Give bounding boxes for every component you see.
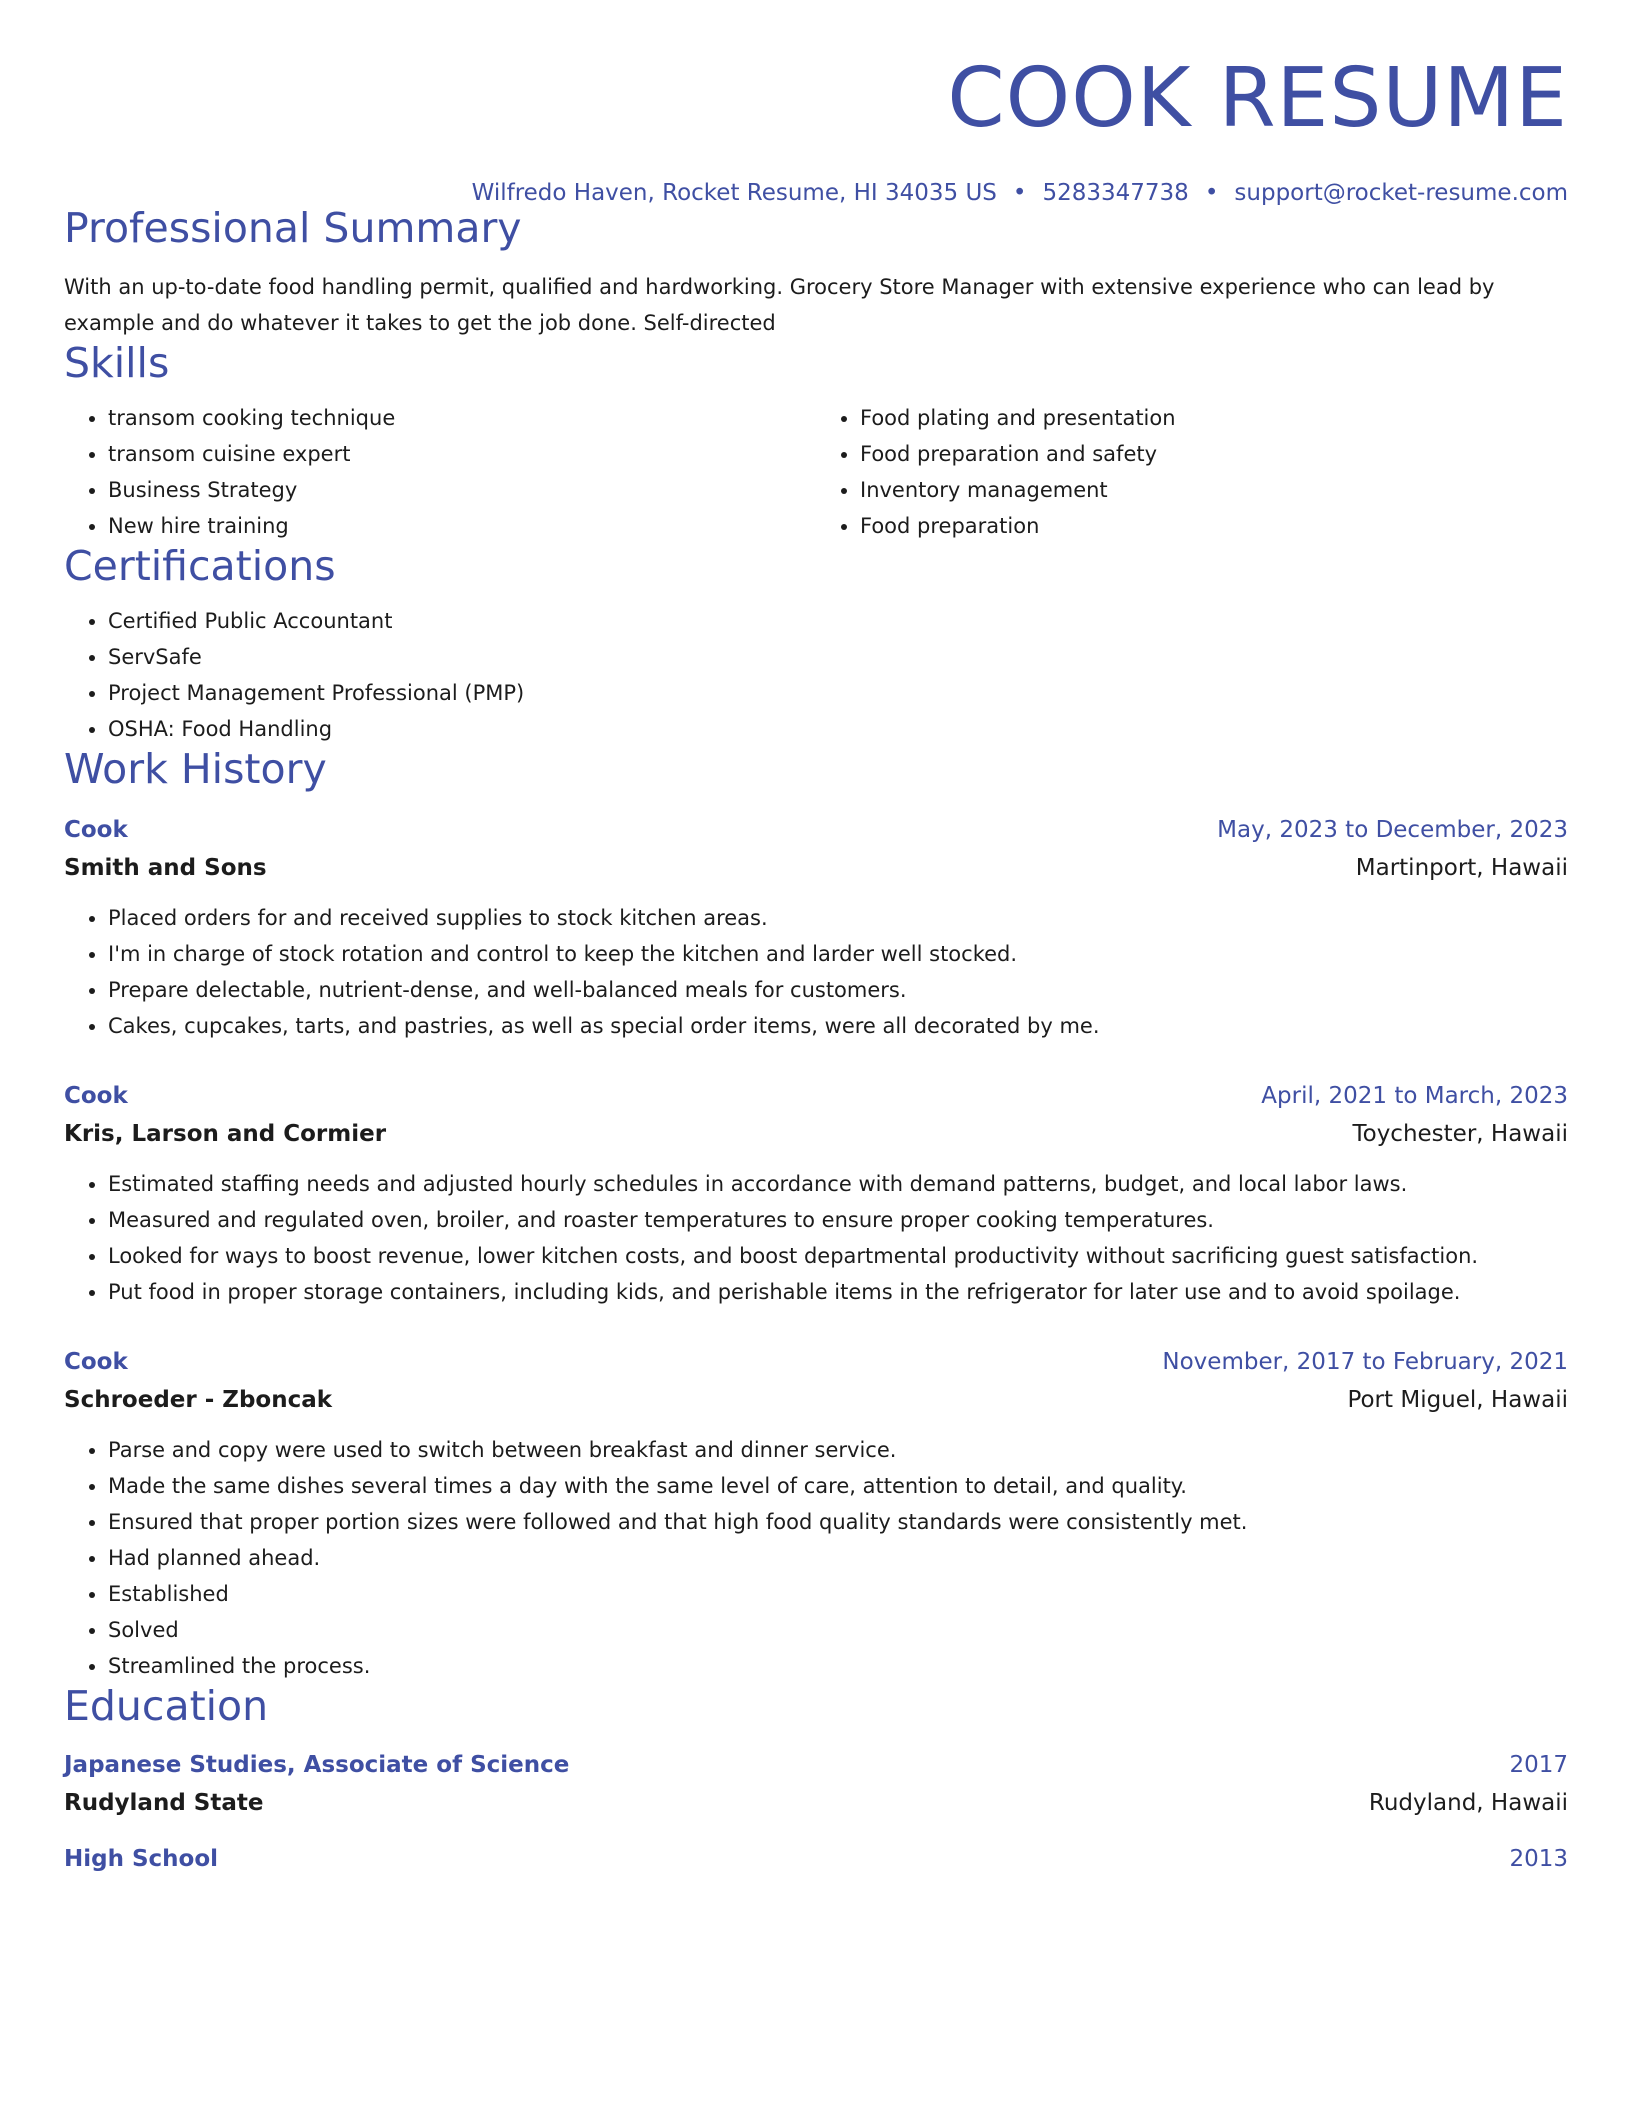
certification-item: • OSHA: Food Handling (108, 711, 1568, 747)
skills-column-left (64, 400, 816, 544)
job-title: Cook (64, 1083, 128, 1110)
certification-item: • ServSafe (108, 639, 1568, 675)
job-dates: May, 2023 to December, 2023 (1217, 817, 1568, 844)
work-history-heading: Work History (64, 745, 327, 794)
skill-item: • Food plating and presentation (860, 400, 1568, 436)
skill-item: • Inventory management (860, 472, 1568, 508)
job-bullet: • Looked for ways to boost revenue, lower kitchen costs, and boost departmental productivity without sacrificing guest satisfaction. (108, 1238, 1568, 1274)
education-year: 2013 (1509, 1846, 1568, 1873)
education-degree: Japanese Studies, Associate of Science (64, 1752, 570, 1779)
job-bullets (64, 900, 1568, 1044)
contact-email[interactable]: support@rocket-resume.com (1234, 180, 1568, 206)
summary-heading: Professional Summary (64, 204, 522, 252)
job-bullet: • Made the same dishes several times a day with the same level of care, attention to detail, and quality. (108, 1468, 1568, 1504)
contact-address: Wilfredo Haven, Rocket Resume, HI 34035 US (471, 180, 997, 206)
skill-item: • New hire training (108, 508, 816, 544)
certification-item: • Project Management Professional (PMP) (108, 675, 1568, 711)
certifications-list (64, 603, 1568, 747)
job-bullet: • Cakes, cupcakes, tarts, and pastries, as well as special order items, were all decorated by me. (108, 1008, 1568, 1044)
job-location: Toychester, Hawaii (1352, 1121, 1568, 1148)
job-location: Port Miguel, Hawaii (1347, 1387, 1568, 1414)
summary-text: With an up-to-date food handling permit, qualified and hardworking. Grocery Store Manager with extensive experience who can lead by example and do whatever it takes to get the job done. Self-directed (64, 275, 1495, 336)
skills-column-right (816, 400, 1568, 544)
contact-phone: 5283347738 (1042, 180, 1189, 206)
job-bullet: • Streamlined the process. (108, 1648, 1568, 1684)
job-dates: April, 2021 to March, 2023 (1261, 1083, 1568, 1110)
education-entry (64, 1747, 1568, 1823)
certifications-heading: Certifications (64, 542, 336, 591)
skill-item: • Food preparation (860, 508, 1568, 544)
job-entry (64, 812, 1568, 1044)
job-entry (64, 1078, 1568, 1310)
job-dates: November, 2017 to February, 2021 (1162, 1349, 1568, 1376)
job-title: Cook (64, 1349, 128, 1376)
job-bullet: • Placed orders for and received supplies to stock kitchen areas. (108, 900, 1568, 936)
certification-item: • Certified Public Accountant (108, 603, 1568, 639)
job-entry (64, 1344, 1568, 1684)
education-location: Rudyland, Hawaii (1368, 1790, 1568, 1817)
job-bullet: • Parse and copy were used to switch between breakfast and dinner service. (108, 1432, 1568, 1468)
education-degree: High School (64, 1846, 219, 1873)
contact-line (64, 180, 1568, 206)
job-bullet: • Prepare delectable, nutrient-dense, and well-balanced meals for customers. (108, 972, 1568, 1008)
skill-item: • Business Strategy (108, 472, 816, 508)
resume-title: COOK RESUME (947, 51, 1568, 146)
contact-separator: • (1204, 180, 1219, 206)
job-bullets (64, 1166, 1568, 1310)
education-year: 2017 (1509, 1752, 1568, 1779)
job-company: Kris, Larson and Cormier (64, 1121, 387, 1148)
job-bullet: • Solved (108, 1612, 1568, 1648)
job-bullet: • Put food in proper storage containers, including kids, and perishable items in the refrigerator for later use and to avoid spoilage. (108, 1274, 1568, 1310)
education-school: Rudyland State (64, 1790, 264, 1817)
job-company: Smith and Sons (64, 855, 267, 882)
job-bullet: • I'm in charge of stock rotation and control to keep the kitchen and larder well stocked. (108, 936, 1568, 972)
job-bullet: • Measured and regulated oven, broiler, and roaster temperatures to ensure proper cooking temperatures. (108, 1202, 1568, 1238)
skills-heading: Skills (64, 339, 170, 388)
job-title: Cook (64, 817, 128, 844)
skill-item: • Food preparation and safety (860, 436, 1568, 472)
job-company: Schroeder - Zboncak (64, 1387, 333, 1414)
job-bullet: • Established (108, 1576, 1568, 1612)
job-location: Martinport, Hawaii (1355, 855, 1568, 882)
skill-item: • transom cooking technique (108, 400, 816, 436)
job-bullet: • Ensured that proper portion sizes were followed and that high food quality standards were consistently met. (108, 1504, 1568, 1540)
job-bullet: • Had planned ahead. (108, 1540, 1568, 1576)
skills-list (64, 400, 1568, 544)
skill-item: • transom cuisine expert (108, 436, 816, 472)
contact-separator: • (1012, 180, 1027, 206)
education-heading: Education (64, 1682, 269, 1731)
job-bullets (64, 1432, 1568, 1684)
education-entry (64, 1841, 1568, 1877)
job-bullet: • Estimated staffing needs and adjusted hourly schedules in accordance with demand patterns, budget, and local labor laws. (108, 1166, 1568, 1202)
